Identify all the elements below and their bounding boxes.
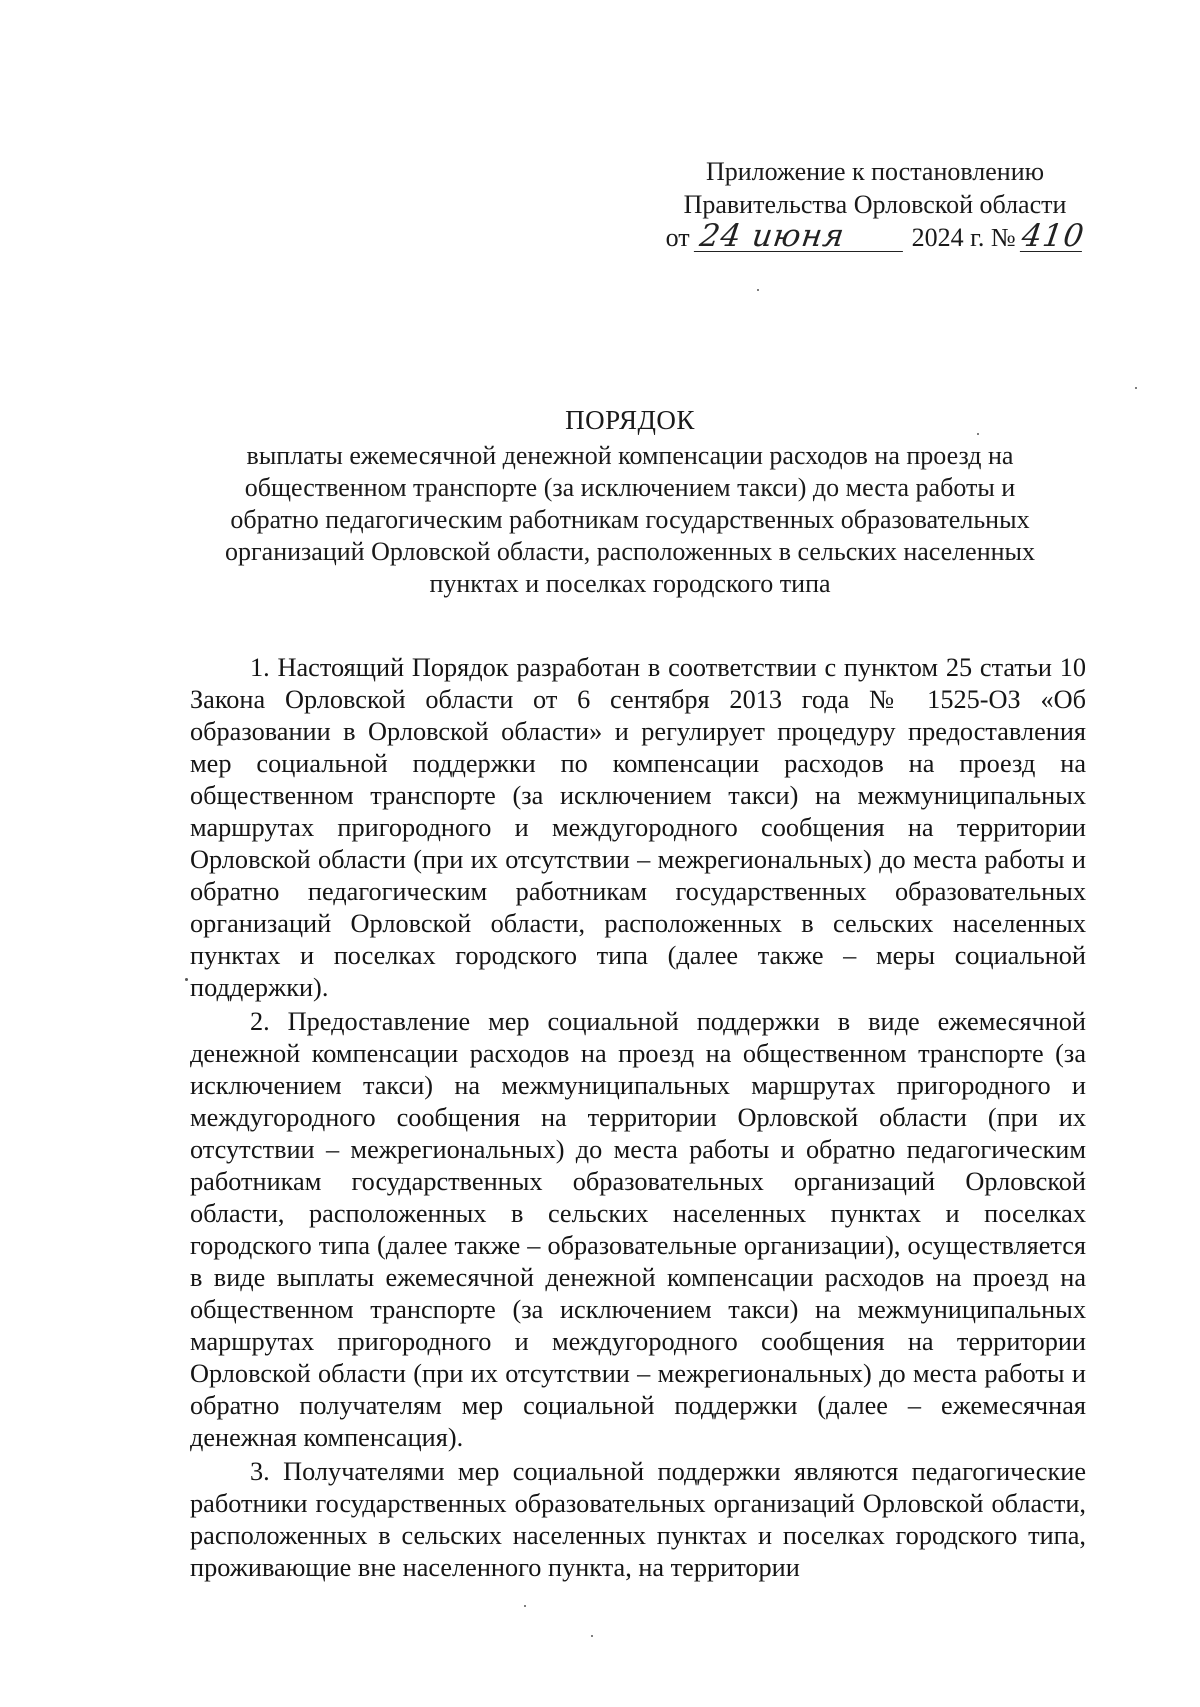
year-and-number-label: 2024 г. № xyxy=(911,223,1016,252)
scan-speck xyxy=(524,1605,526,1607)
document-title: ПОРЯДОК xyxy=(565,405,695,435)
scan-speck xyxy=(1135,387,1137,389)
scan-speck xyxy=(757,289,759,291)
document-title-block xyxy=(150,404,1110,600)
scan-speck xyxy=(185,978,188,981)
handwritten-date: 24 июня xyxy=(694,221,907,252)
appendix-header xyxy=(655,155,1095,254)
paragraph-2: 2. Предоставление мер социальной поддержки в виде ежемесячной денежной компенсации расходов на проезд на общественном транспорте (за исключением такси) на межмуниципальных маршрутах пригородного и междугородного сообщения на территории Орловской области (при их отсутствии – межрегиональных) до места работы и обратно педагогическим работникам государственных образовательных организаций Орловской области, расположенных в сельских населенных пунктах и поселках городского типа (далее также – образовательные организации), осуществляется в виде выплаты ежемесячной денежной компенсации расходов на проезд на общественном транспорте (за исключением такси) на межмуниципальных маршрутах пригородного и междугородного сообщения на территории Орловской области (при их отсутствии – межрегиональных) до места работы и обратно получателям мер социальной поддержки (далее – ежемесячная денежная компенсация). xyxy=(190,1007,1086,1452)
paragraph-3: 3. Получателями мер социальной поддержки являются педагогические работники государственных образовательных организаций Орловской области, расположенных в сельских населенных пунктах и поселках городского типа, проживающие вне населенного пункта, на территории xyxy=(190,1457,1086,1582)
paragraph-1: 1. Настоящий Порядок разработан в соответствии с пунктом 25 статьи 10 Закона Орловской области от 6 сентября 2013 года № 1525-ОЗ «Об образовании в Орловской области» и регулирует процедуру предоставления мер социальной поддержки по компенсации расходов на проезд на общественном транспорте (за исключением такси) на межмуниципальных маршрутах пригородного и междугородного сообщения на территории Орловской области (при их отсутствии – межрегиональных) до места работы и обратно педагогическим работникам государственных образовательных организаций Орловской области, расположенных в сельских населенных пунктах и поселках городского типа (далее также – меры социальной поддержки). xyxy=(190,653,1086,1002)
date-prefix: от xyxy=(665,223,690,252)
scan-speck xyxy=(591,1635,593,1637)
appendix-line-2: Правительства Орловской области xyxy=(683,190,1067,219)
scan-speck xyxy=(977,433,979,435)
document-subtitle: выплаты ежемесячной денежной компенсации расходов на проезд на общественном транспорте (за исключением такси) до места работы и обратно педагогическим работникам государственных образовательных организаций Орловской области, расположенных в сельских населенных пунктах и поселках городского типа xyxy=(225,441,1035,598)
appendix-date-line xyxy=(655,218,1095,254)
handwritten-number: 410 xyxy=(1019,218,1087,254)
appendix-line-1: Приложение к постановлению xyxy=(705,157,1045,186)
document-body xyxy=(190,652,1086,1586)
